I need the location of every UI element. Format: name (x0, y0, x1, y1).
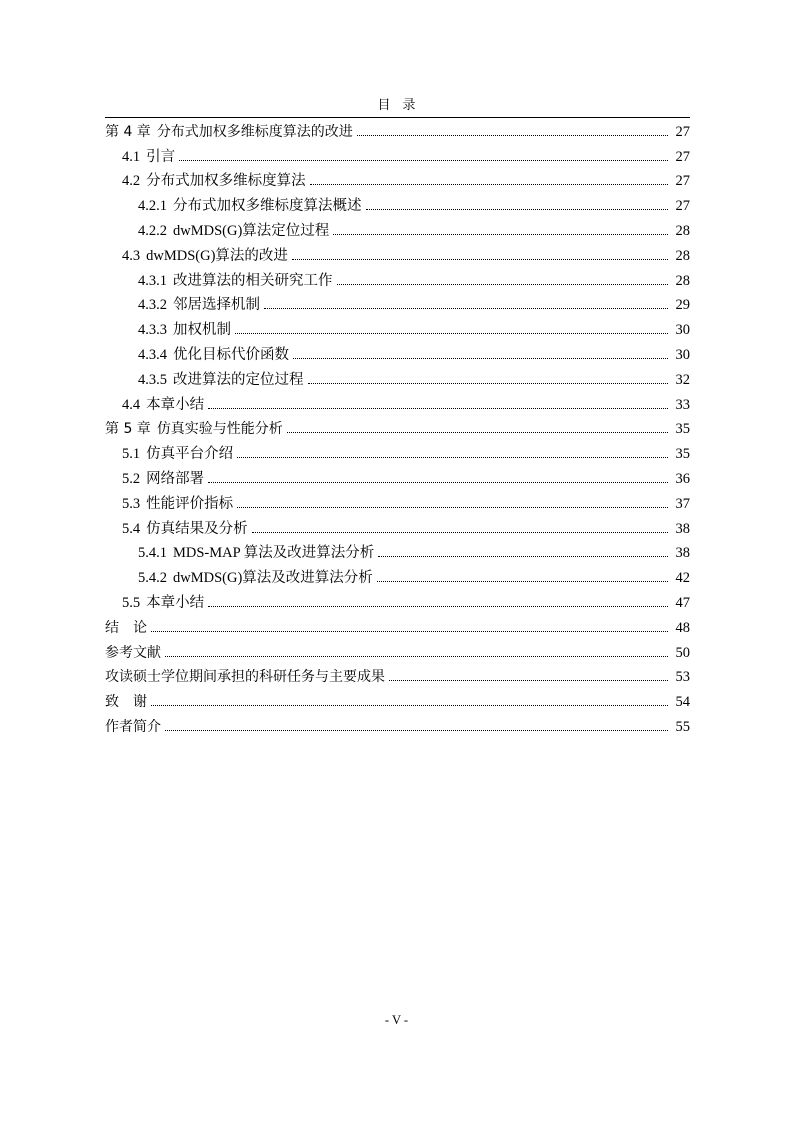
dot-leader (237, 507, 668, 508)
toc-entry-title: 攻读硕士学位期间承担的科研任务与主要成果 (105, 669, 385, 686)
toc-entry-title: 参考文献 (105, 644, 161, 661)
toc-entry-page: 42 (675, 570, 690, 587)
dot-leader (264, 308, 668, 309)
dot-leader (151, 705, 668, 706)
toc-entry[interactable] (105, 389, 690, 414)
toc-entry-number: 5.2 (122, 470, 141, 487)
toc-entry[interactable] (105, 141, 690, 166)
toc-entry-number: 4.2.2 (138, 222, 167, 239)
toc-entry-title: 引言 (146, 148, 176, 165)
toc-entry[interactable] (105, 265, 690, 290)
toc-entry-title: dwMDS(G)算法定位过程 (173, 222, 330, 239)
toc-entry[interactable] (105, 116, 690, 141)
table-of-contents (105, 116, 690, 736)
toc-entry-page: 38 (675, 520, 690, 537)
toc-entry-page: 37 (675, 495, 690, 512)
toc-entry-page: 36 (675, 470, 690, 487)
toc-entry-page: 32 (675, 371, 690, 388)
toc-entry-title: 仿真平台介绍 (146, 446, 234, 463)
toc-entry-title: 网络部署 (146, 470, 205, 487)
toc-entry-page: 35 (675, 421, 690, 438)
toc-entry-page: 48 (675, 619, 690, 636)
toc-entry-number: 5.4.2 (138, 570, 167, 587)
toc-entry-number: 4.3.4 (138, 346, 167, 363)
toc-entry-number: 5.4.1 (138, 545, 167, 562)
toc-entry-page: 27 (675, 148, 690, 165)
toc-entry-page: 28 (675, 272, 690, 289)
toc-entry-title: 邻居选择机制 (173, 297, 260, 314)
dot-leader (333, 234, 668, 235)
toc-entry-page: 29 (675, 297, 690, 314)
toc-entry-title: 本章小结 (146, 594, 205, 611)
toc-entry[interactable] (105, 364, 690, 389)
toc-entry-title: 结 论 (105, 619, 147, 636)
dot-leader (366, 209, 669, 210)
toc-entry[interactable] (105, 686, 690, 711)
toc-entry-page: 50 (675, 644, 690, 661)
toc-entry-number: 4.3.3 (138, 322, 167, 339)
toc-entry-title: MDS-MAP 算法及改进算法分析 (173, 545, 375, 562)
toc-entry-number: 第 5 章 (105, 421, 151, 438)
dot-leader (237, 457, 668, 458)
dot-leader (337, 284, 669, 285)
toc-entry-title: 仿真实验与性能分析 (156, 421, 283, 438)
toc-entry-page: 30 (675, 322, 690, 339)
toc-entry-title: 加权机制 (173, 322, 231, 339)
dot-leader (310, 184, 668, 185)
toc-entry-number: 4.3.5 (138, 371, 167, 388)
page-number: - V - (384, 1013, 409, 1027)
toc-entry[interactable] (105, 215, 690, 240)
toc-entry[interactable] (105, 190, 690, 215)
toc-entry-page: 38 (675, 545, 690, 562)
dot-leader (293, 358, 668, 359)
toc-entry[interactable] (105, 166, 690, 191)
toc-entry[interactable] (105, 240, 690, 265)
dot-leader (308, 383, 669, 384)
toc-entry-number: 4.3.1 (138, 272, 167, 289)
toc-entry-title: 分布式加权多维标度算法概述 (173, 198, 362, 215)
toc-entry-number: 5.4 (122, 520, 141, 537)
toc-entry-title: 改进算法的相关研究工作 (173, 272, 333, 289)
toc-entry-title: 优化目标代价函数 (173, 346, 289, 363)
toc-entry-number: 4.4 (122, 396, 141, 413)
dot-leader (389, 680, 668, 681)
toc-entry-number: 5.3 (122, 495, 141, 512)
toc-entry[interactable] (105, 612, 690, 637)
toc-entry-page: 55 (675, 718, 690, 735)
toc-entry[interactable] (105, 438, 690, 463)
toc-entry-number: 4.3 (122, 247, 141, 264)
toc-entry[interactable] (105, 314, 690, 339)
toc-entry[interactable] (105, 513, 690, 538)
dot-leader (287, 432, 668, 433)
dot-leader (165, 656, 668, 657)
toc-entry-number: 4.3.2 (138, 297, 167, 314)
toc-entry[interactable] (105, 463, 690, 488)
toc-entry[interactable] (105, 538, 690, 563)
toc-entry[interactable] (105, 587, 690, 612)
dot-leader (235, 333, 668, 334)
toc-entry-title: 改进算法的定位过程 (173, 371, 304, 388)
toc-entry-title: dwMDS(G)算法的改进 (146, 247, 288, 264)
toc-entry[interactable] (105, 488, 690, 513)
toc-entry-title: 致 谢 (105, 694, 147, 711)
dot-leader (292, 259, 668, 260)
toc-entry-page: 27 (675, 173, 690, 190)
page-title: 目录 (377, 97, 428, 112)
dot-leader (357, 135, 668, 136)
toc-entry-title: 分布式加权多维标度算法 (146, 173, 306, 190)
toc-entry-number: 4.2 (122, 173, 141, 190)
dot-leader (165, 730, 668, 731)
toc-entry[interactable] (105, 290, 690, 315)
toc-entry-title: 性能评价指标 (146, 495, 234, 512)
toc-entry[interactable] (105, 414, 690, 439)
dot-leader (208, 606, 668, 607)
toc-entry-title: 分布式加权多维标度算法的改进 (156, 123, 353, 140)
toc-entry[interactable] (105, 711, 690, 736)
dot-leader (179, 160, 668, 161)
dot-leader (252, 532, 668, 533)
toc-entry-number: 5.1 (122, 446, 141, 463)
dot-leader (151, 631, 668, 632)
dot-leader (208, 482, 668, 483)
toc-entry-number: 第 4 章 (105, 123, 151, 140)
toc-entry-page: 27 (675, 198, 690, 215)
toc-entry[interactable] (105, 562, 690, 587)
toc-entry-page: 47 (675, 594, 690, 611)
toc-entry-page: 35 (675, 446, 690, 463)
dot-leader (208, 408, 668, 409)
toc-entry-title: 作者简介 (105, 718, 161, 735)
toc-entry-page: 33 (675, 396, 690, 413)
toc-entry-page: 53 (675, 669, 690, 686)
toc-entry[interactable] (105, 339, 690, 364)
toc-entry-number: 5.5 (122, 594, 141, 611)
toc-entry-title: dwMDS(G)算法及改进算法分析 (173, 570, 373, 587)
toc-entry-page: 54 (675, 694, 690, 711)
toc-entry-page: 28 (675, 222, 690, 239)
toc-entry[interactable] (105, 637, 690, 662)
dot-leader (378, 556, 668, 557)
toc-entry-title: 本章小结 (146, 396, 205, 413)
toc-entry-number: 4.1 (122, 148, 141, 165)
toc-entry-number: 4.2.1 (138, 198, 167, 215)
toc-entry[interactable] (105, 662, 690, 687)
toc-entry-title: 仿真结果及分析 (146, 520, 248, 537)
toc-entry-page: 30 (675, 346, 690, 363)
toc-entry-page: 27 (675, 123, 690, 140)
dot-leader (377, 581, 668, 582)
toc-entry-page: 28 (675, 247, 690, 264)
